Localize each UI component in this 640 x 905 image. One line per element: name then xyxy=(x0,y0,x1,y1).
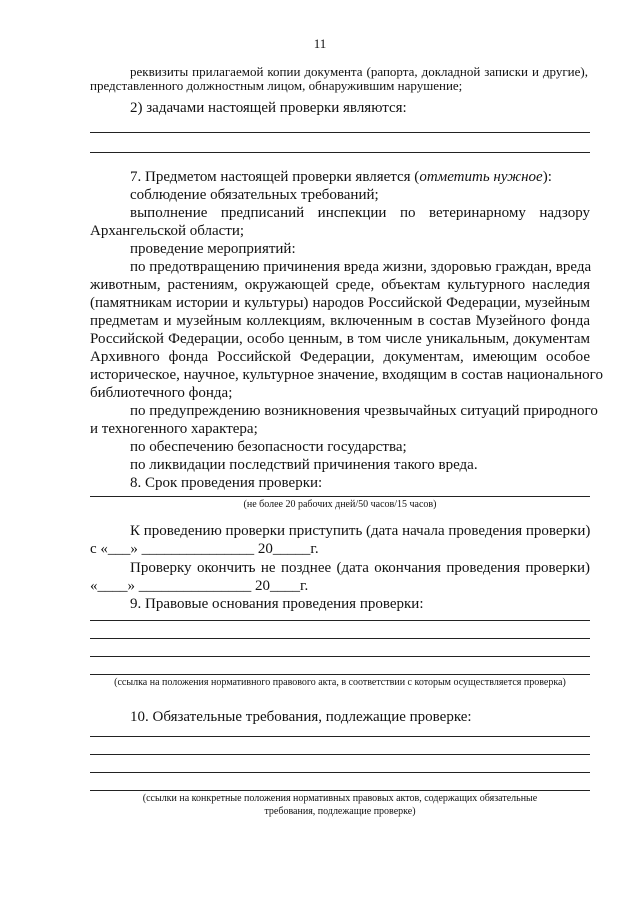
requirements-line-4 xyxy=(90,790,590,791)
page-number: 11 xyxy=(313,36,327,51)
section-9-heading: 9. Правовые основания проведения проверки: xyxy=(130,596,424,612)
requirements-line-3 xyxy=(90,772,590,773)
tasks-fill-line-2 xyxy=(90,152,590,153)
term-fill-line xyxy=(90,496,590,497)
end-date-field: «____» _______________ 20____г. xyxy=(90,578,309,594)
legal-basis-line-3 xyxy=(90,656,590,657)
start-date-text: К проведению проверки приступить (дата начала проведения проверки) xyxy=(130,523,591,539)
section-7-item-orders-line-1: выполнение предписаний инспекции по ветеринарному надзору xyxy=(130,205,590,221)
requirements-line-2 xyxy=(90,754,590,755)
measures-harm-line-5: Российской Федерации, особо ценным, в том числе уникальным, документам xyxy=(90,331,590,347)
measures-harm-line-2: животным, растениям, окружающей среде, объектам культурного наследия xyxy=(90,277,590,293)
requirements-caption-line-1: (ссылки на конкретные положения нормативных правовых актов, содержащих обязательные xyxy=(142,793,538,804)
measures-harm-line-6: Архивного фонда Российской Федерации, документам, имеющим особое xyxy=(90,349,590,365)
section-7-item-requirements: соблюдение обязательных требований; xyxy=(130,187,379,203)
section-7-heading: 7. Предметом настоящей проверки является (отметить нужное): xyxy=(130,169,552,185)
measures-security: по обеспечению безопасности государства; xyxy=(130,439,407,455)
section-7-item-measures: проведение мероприятий: xyxy=(130,241,296,257)
prev-paragraph-line-2: представленного должностным лицом, обнаружившим нарушение; xyxy=(90,78,463,93)
tasks-heading: 2) задачами настоящей проверки являются: xyxy=(130,100,407,116)
tasks-fill-line-1 xyxy=(90,132,590,133)
measures-harm-line-7: историческое, научное, культурное значение, входящим в состав национального xyxy=(90,367,603,383)
section-7-item-orders-line-2: Архангельской области; xyxy=(90,223,245,239)
term-caption: (не более 20 рабочих дней/50 часов/15 часов) xyxy=(243,499,437,510)
measures-emergency-line-2: и техногенного характера; xyxy=(90,421,258,437)
measures-harm-line-4: предметам и музейным коллекциям, включенным в состав Музейного фонда xyxy=(90,313,590,329)
section-8-heading: 8. Срок проведения проверки: xyxy=(130,475,323,491)
measures-harm-line-3: (памятникам истории и культуры) народов Российской Федерации, музейным xyxy=(90,295,590,311)
measures-harm-line-1: по предотвращению причинения вреда жизни, здоровью граждан, вреда xyxy=(130,259,592,275)
legal-basis-line-2 xyxy=(90,638,590,639)
section-10-heading: 10. Обязательные требования, подлежащие проверке: xyxy=(130,709,472,725)
legal-basis-line-4 xyxy=(90,674,590,675)
legal-basis-caption: (ссылка на положения нормативного правового акта, в соответствии с которым осуществляется проверка) xyxy=(114,677,566,688)
prev-paragraph-line-1: реквизиты прилагаемой копии документа (рапорта, докладной записки и другие), xyxy=(130,64,588,79)
measures-emergency-line-1: по предупреждению возникновения чрезвычайных ситуаций природного xyxy=(130,403,598,419)
legal-basis-line-1 xyxy=(90,620,590,621)
measures-harm-line-8: библиотечного фонда; xyxy=(90,385,233,401)
start-date-field: с «___» _______________ 20_____г. xyxy=(90,541,319,557)
requirements-line-1 xyxy=(90,736,590,737)
requirements-caption-line-2: требования, подлежащие проверке) xyxy=(264,806,416,817)
end-date-text: Проверку окончить не позднее (дата окончания проведения проверки) xyxy=(130,560,590,576)
measures-liquidation: по ликвидации последствий причинения такого вреда. xyxy=(130,457,478,473)
